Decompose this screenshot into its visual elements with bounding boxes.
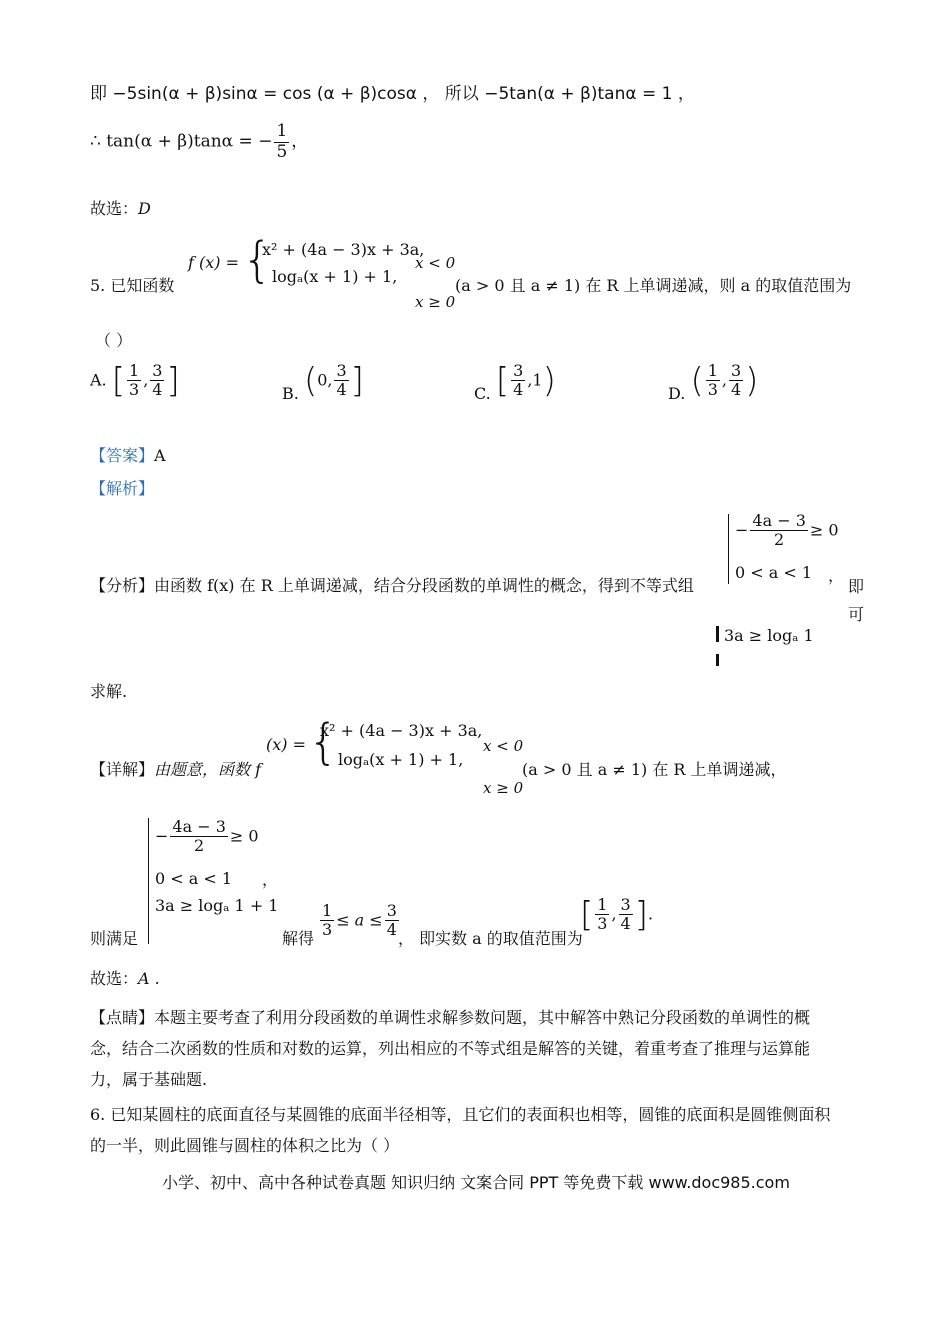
dianjing-text: 本题主要考查了利用分段函数的单调性求解参数问题，其中解答中熟记分段函数的单调性的概 (154, 1008, 811, 1027)
numerator: 1 (597, 895, 608, 914)
fraction (320, 902, 334, 940)
jiede-label: 解得 (282, 929, 315, 948)
fenxi-system-row-2: 0 < a < 1 (735, 563, 813, 582)
option-d[interactable]: D. ( $\frac{1}{3}$ , $\frac{3}{4}$ ) (668, 360, 759, 404)
bracket-open: ( (690, 360, 704, 401)
fraction (170, 818, 227, 856)
fraction (150, 362, 164, 400)
equation-line-1 (90, 84, 695, 104)
denominator: 5 (276, 141, 288, 162)
manzu-label: 则满足 (90, 929, 139, 948)
numerator: 3 (620, 895, 631, 914)
choose-value: D (138, 199, 151, 218)
fraction (729, 362, 743, 400)
numerator: 1 (129, 361, 140, 380)
denominator: 3 (707, 380, 718, 400)
punct: ， (677, 84, 695, 104)
option-letter: A. (90, 370, 107, 390)
manzu-comma: ， (262, 870, 279, 889)
dianjing-line-1 (90, 1008, 810, 1027)
choose-line (90, 969, 160, 988)
equation-tan: −5tan(α + β)tanα = 1 (484, 84, 673, 104)
value: 1 (532, 370, 543, 390)
denominator: 4 (513, 380, 524, 400)
bracket-close: ) (745, 360, 759, 401)
numerator: 4a − 3 (752, 511, 806, 530)
bracket-close: ] (634, 894, 648, 935)
option-c[interactable]: C. [ $\frac{3}{4}$ ,1) (474, 360, 556, 404)
equation-sin-cos: −5sin(α + β)sinα = cos (α + β)cosα (112, 84, 417, 104)
option-letter: C. (474, 384, 491, 404)
numerator: 1 (322, 901, 333, 920)
denominator: 3 (597, 914, 608, 934)
denominator: 4 (620, 914, 631, 934)
bracket-close: ] (166, 360, 180, 401)
numerator: 3 (386, 901, 397, 920)
numerator: 3 (730, 361, 742, 380)
fraction (750, 512, 807, 550)
value: 0 (317, 370, 328, 390)
denominator: 4 (152, 380, 163, 400)
fenxi-tail-3: 求解. (90, 682, 128, 701)
xiangjie-case-1: x² + (4a − 3)x + 3a, (320, 721, 483, 740)
manzu-system-row-2: 0 < a < 1 (155, 869, 233, 888)
xiangjie-text: 由题意，函数 f (154, 760, 262, 779)
fenxi-tail-1: 即 (848, 577, 865, 596)
fraction (706, 362, 720, 400)
numerator: 4a − 3 (172, 817, 226, 836)
dianjing-tag: 【点睛】 (90, 1008, 155, 1027)
q5-case-2: logₐ(x + 1) + 1, (272, 267, 398, 286)
analysis-tag: 【解析】 (90, 479, 155, 498)
numerator: 1 (707, 361, 718, 380)
denominator: 2 (194, 836, 205, 856)
dianjing-line-2: 念，结合二次函数的性质和对数的运算，列出相应的不等式组是解答的关键，着重考查了推理与运算能 (90, 1039, 811, 1058)
numerator: 3 (513, 361, 524, 380)
denominator: 4 (336, 380, 347, 400)
prev-answer-line (90, 199, 151, 218)
q5-left-brace: { (242, 232, 273, 288)
period: . (648, 904, 654, 924)
q5-tail: (a > 0 且 a ≠ 1) 在 R 上单调递减，则 a 的取值范围为 (455, 276, 852, 295)
fraction (511, 362, 525, 400)
page-footer: 小学、初中、高中各种试卷真题 知识归纳 文案合同 PPT 等免费下载 www.doc985.com (162, 1173, 790, 1192)
denominator: 4 (386, 920, 397, 940)
fraction (619, 896, 633, 934)
option-b[interactable]: B. (0, $\frac{3}{4}$ ] (282, 360, 364, 404)
bracket-close: ] (350, 360, 364, 401)
option-letter: B. (282, 384, 299, 404)
option-letter: D. (668, 384, 686, 404)
fraction (334, 362, 348, 400)
xiangjie-condition-2: x ≥ 0 (483, 779, 524, 797)
bracket-close: ) (542, 360, 556, 401)
answer-line (90, 446, 166, 465)
q5-answer-paren: （ ） (95, 331, 133, 350)
q5-function-lhs: f (x) = (188, 253, 240, 272)
fraction (127, 362, 141, 400)
q5-number: 5. 已知函数 (90, 276, 175, 295)
range-middle: ≤ a ≤ (336, 910, 383, 930)
answer-tag: 【答案】 (90, 446, 155, 465)
text-suoyi: ， 所以 (422, 84, 479, 104)
denominator: 3 (129, 380, 140, 400)
q5-condition-1: x < 0 (415, 254, 456, 272)
fenxi-text: 由函数 f(x) 在 R 上单调递减，结合分段函数的单调性的概念，得到不等式组 (154, 576, 694, 595)
fenxi-system-row-1 (735, 512, 839, 550)
punct: ， (291, 131, 309, 152)
choose-label: 故选： (90, 199, 139, 218)
numerator: 1 (276, 121, 288, 141)
bracket-open: [ (111, 360, 125, 401)
bracket-open: [ (495, 360, 510, 401)
xiangjie-tag: 【详解】 (90, 760, 155, 779)
fenxi-system-brace (728, 514, 729, 584)
therefore-equation: ∴ tan(α + β)tanα = − (90, 131, 273, 152)
denominator: 2 (774, 530, 785, 550)
xiangjie-function-lhs: (x) = (266, 735, 306, 754)
inequality: ≥ 0 (809, 520, 839, 540)
q5-case-1: x² + (4a − 3)x + 3a, (262, 240, 425, 259)
dianjing-line-3: 力，属于基础题. (90, 1070, 208, 1089)
xiangjie-case-2: logₐ(x + 1) + 1, (338, 750, 464, 769)
q6-line-2: 的一半，则此圆锥与圆柱的体积之比为（ ） (90, 1136, 400, 1155)
manzu-system-brace (148, 818, 149, 944)
fenxi-tag: 【分析】 (90, 576, 155, 595)
denominator: 3 (322, 920, 333, 940)
bracket-open: ( (303, 360, 318, 401)
text-ji: 即 (90, 84, 107, 104)
equation-line-2 (90, 122, 308, 162)
fenxi-comma: ， (828, 566, 845, 585)
manzu-system-row-3: 3a ≥ logₐ 1 + 1 (155, 896, 279, 915)
range-text: ， 即实数 a 的取值范围为 (398, 929, 583, 948)
range-inequality (318, 902, 401, 940)
fenxi-system-row-3: 3a ≥ logₐ 1 (724, 626, 814, 645)
choose-label: 故选： (90, 969, 139, 988)
minus: − (155, 826, 169, 846)
fenxi-tail-2: 可 (848, 605, 865, 624)
fraction (385, 902, 399, 940)
xiangjie-tail: (a > 0 且 a ≠ 1) 在 R 上单调递减， (522, 760, 787, 779)
minus: − (735, 520, 749, 540)
inequality: ≥ 0 (229, 826, 259, 846)
fenxi-brace-mark (716, 626, 719, 642)
option-a[interactable]: A. [ $\frac{1}{3}$ , $\frac{3}{4}$ ] (90, 360, 180, 401)
q5-condition-2: x ≥ 0 (415, 293, 456, 311)
numerator: 3 (336, 361, 347, 380)
q6-line-1: 6. 已知某圆柱的底面直径与某圆锥的底面半径相等，且它们的表面积也相等，圆锥的底面积是圆锥侧面积 (90, 1105, 831, 1124)
fraction (595, 896, 609, 934)
manzu-system-row-1 (155, 818, 259, 856)
range-interval: [ $\frac{1}{3}$ , $\frac{3}{4}$ ]. (580, 894, 654, 935)
xiangjie-left-brace: { (308, 714, 339, 770)
xiangjie-line (90, 760, 261, 779)
denominator: 4 (730, 380, 742, 400)
fraction-one-fifth (274, 122, 289, 162)
fenxi-line (90, 576, 694, 595)
xiangjie-condition-1: x < 0 (483, 737, 524, 755)
numerator: 3 (152, 361, 163, 380)
fenxi-brace-mark (716, 654, 719, 666)
bracket-open: [ (580, 894, 594, 935)
answer-value: A (154, 446, 166, 465)
choose-value: A . (138, 969, 160, 988)
